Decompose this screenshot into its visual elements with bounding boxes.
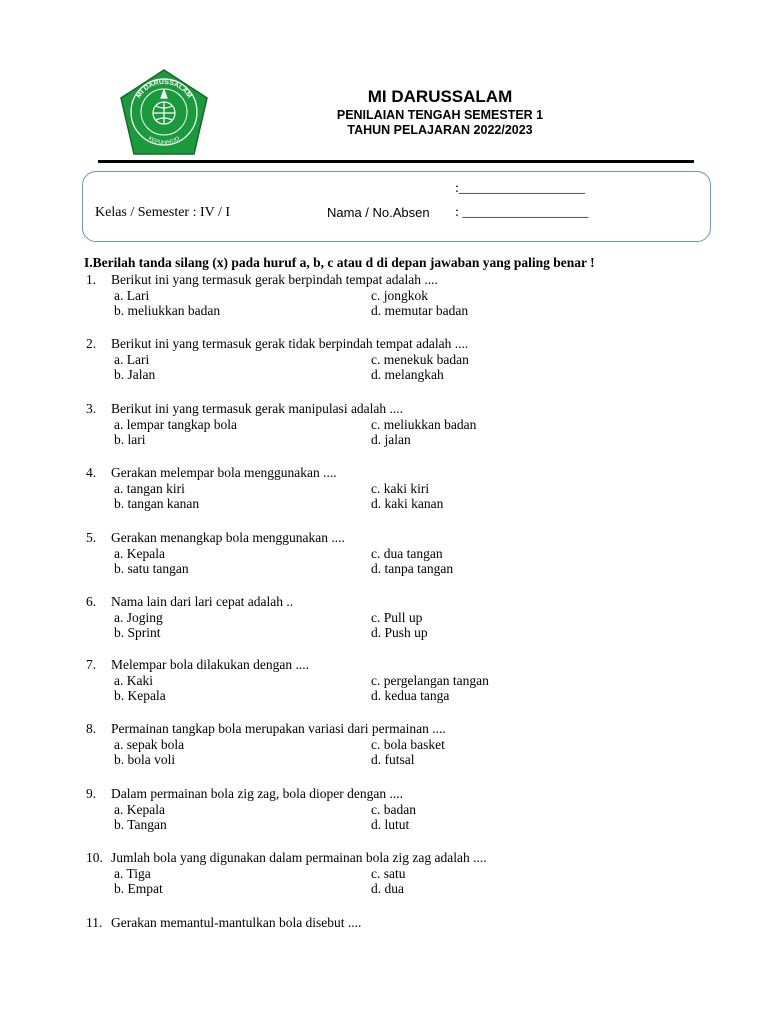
question-text: Permainan tangkap bola merupakan variasi dari permainan .... [111, 721, 446, 736]
option-c[interactable]: c. jongkok [371, 287, 428, 303]
option-c[interactable]: c. Pull up [371, 609, 423, 625]
question-text: Jumlah bola yang digunakan dalam permainan bola zig zag adalah .... [111, 850, 487, 865]
option-b[interactable]: b. tangan kanan [114, 496, 200, 511]
question-text: Melempar bola dilakukan dengan .... [111, 657, 309, 672]
question-number: 6. [86, 594, 97, 609]
option-d[interactable]: d. jalan [371, 432, 411, 447]
question-number: 9. [86, 786, 97, 801]
option-a[interactable]: a. Kepala [114, 801, 165, 817]
option-row [86, 881, 746, 897]
option-row [86, 737, 746, 753]
option-row [86, 625, 746, 641]
question-text: Gerakan menangkap bola menggunakan .... [111, 530, 345, 545]
school-logo [117, 68, 211, 158]
option-a[interactable]: a. Kaki [114, 672, 153, 688]
option-row [86, 303, 746, 319]
question-item [86, 530, 746, 577]
school-name: MI DARUSSALAM [367, 87, 513, 106]
option-d[interactable]: d. lutut [371, 817, 410, 832]
logo-top-text: MI DARUSSALAM [135, 78, 193, 100]
option-d[interactable]: d. Push up [371, 625, 428, 640]
option-d[interactable]: d. melangkah [371, 367, 444, 382]
blank-line-1[interactable]: :__________________ [455, 181, 585, 196]
question-item [86, 594, 746, 641]
option-d[interactable]: d. tanpa tangan [371, 561, 454, 576]
question-text: Gerakan melempar bola menggunakan .... [111, 465, 337, 480]
option-row [86, 496, 746, 512]
question-item [86, 657, 746, 704]
header-divider [98, 160, 694, 163]
option-b[interactable]: b. meliukkan badan [114, 303, 221, 318]
option-b[interactable]: b. Tangan [114, 817, 167, 832]
option-row [86, 546, 746, 562]
option-b[interactable]: b. Sprint [114, 625, 161, 640]
exam-title: PENILAIAN TENGAH SEMESTER 1 [336, 108, 544, 122]
question-text: Berikut ini yang termasuk gerak berpindah tempat adalah .... [111, 272, 438, 287]
question-item [86, 786, 746, 833]
question-number: 10. [86, 850, 103, 865]
name-number-label: Nama / No.Absen [327, 205, 430, 220]
option-row [86, 802, 746, 818]
option-row [86, 288, 746, 304]
option-a[interactable]: a. Kepala [114, 545, 165, 561]
question-text: Berikut ini yang termasuk gerak tidak berpindah tempat adalah .... [111, 336, 469, 351]
option-b[interactable]: b. satu tangan [114, 561, 189, 576]
name-number-field[interactable]: : __________________ [455, 205, 589, 220]
question-text: Nama lain dari lari cepat adalah .. [111, 594, 294, 609]
question-text: Berikut ini yang termasuk gerak manipulasi adalah .... [111, 401, 404, 416]
question-item [86, 401, 746, 448]
question-number: 7. [86, 657, 97, 672]
option-row [86, 673, 746, 689]
option-d[interactable]: d. kaki kanan [371, 496, 444, 511]
option-a[interactable]: a. Lari [114, 287, 150, 303]
option-c[interactable]: c. badan [371, 801, 416, 817]
option-c[interactable]: c. meliukkan badan [371, 416, 477, 432]
option-c[interactable]: c. satu [371, 865, 406, 881]
question-number: 1. [86, 272, 97, 287]
option-d[interactable]: d. futsal [371, 752, 415, 767]
option-a[interactable]: a. sepak bola [114, 736, 185, 752]
question-number: 2. [86, 336, 97, 351]
option-row [86, 352, 746, 368]
option-row [86, 610, 746, 626]
question-number: 11. [86, 915, 103, 930]
option-row [86, 432, 746, 448]
option-a[interactable]: a. Tiga [114, 865, 151, 881]
option-row [86, 417, 746, 433]
option-c[interactable]: c. bola basket [371, 736, 445, 752]
question-item [86, 272, 746, 319]
question-item [86, 336, 746, 383]
class-semester-label: Kelas / Semester : IV / I [95, 205, 231, 220]
instruction-text: I.Berilah tanda silang (x) pada huruf a, b, c atau d di depan jawaban yang paling benar ! [84, 255, 595, 270]
option-row [86, 561, 746, 577]
option-c[interactable]: c. menekuk badan [371, 351, 469, 367]
question-item [86, 465, 746, 512]
question-number: 5. [86, 530, 97, 545]
option-row [86, 866, 746, 882]
option-a[interactable]: a. Joging [114, 609, 163, 625]
option-d[interactable]: d. memutar badan [371, 303, 469, 318]
option-row [86, 752, 746, 768]
option-row [86, 367, 746, 383]
question-number: 3. [86, 401, 97, 416]
question-number: 8. [86, 721, 97, 736]
option-b[interactable]: b. Jalan [114, 367, 156, 382]
option-a[interactable]: a. lempar tangkap bola [114, 416, 237, 432]
question-item [86, 850, 746, 897]
option-row [86, 688, 746, 704]
option-b[interactable]: b. Kepala [114, 688, 166, 703]
question-item [86, 721, 746, 768]
question-text: Gerakan memantul-mantulkan bola disebut .... [111, 915, 362, 930]
option-d[interactable]: d. dua [371, 881, 404, 896]
option-b[interactable]: b. bola voli [114, 752, 176, 767]
logo-bottom-text: KEPUHARJO [147, 135, 181, 147]
option-a[interactable]: a. tangan kiri [114, 480, 185, 496]
option-d[interactable]: d. kedua tanga [371, 688, 450, 703]
question-text: Dalam permainan bola zig zag, bola dioper dengan .... [111, 786, 404, 801]
option-a[interactable]: a. Lari [114, 351, 150, 367]
option-c[interactable]: c. kaki kiri [371, 480, 430, 496]
option-c[interactable]: c. pergelangan tangan [371, 672, 489, 688]
option-c[interactable]: c. dua tangan [371, 545, 443, 561]
academic-year: TAHUN PELAJARAN 2022/2023 [347, 123, 533, 137]
option-row [86, 481, 746, 497]
option-b[interactable]: b. lari [114, 432, 146, 447]
question-number: 4. [86, 465, 97, 480]
option-row [86, 817, 746, 833]
option-b[interactable]: b. Empat [114, 881, 163, 896]
question-item [86, 915, 746, 931]
